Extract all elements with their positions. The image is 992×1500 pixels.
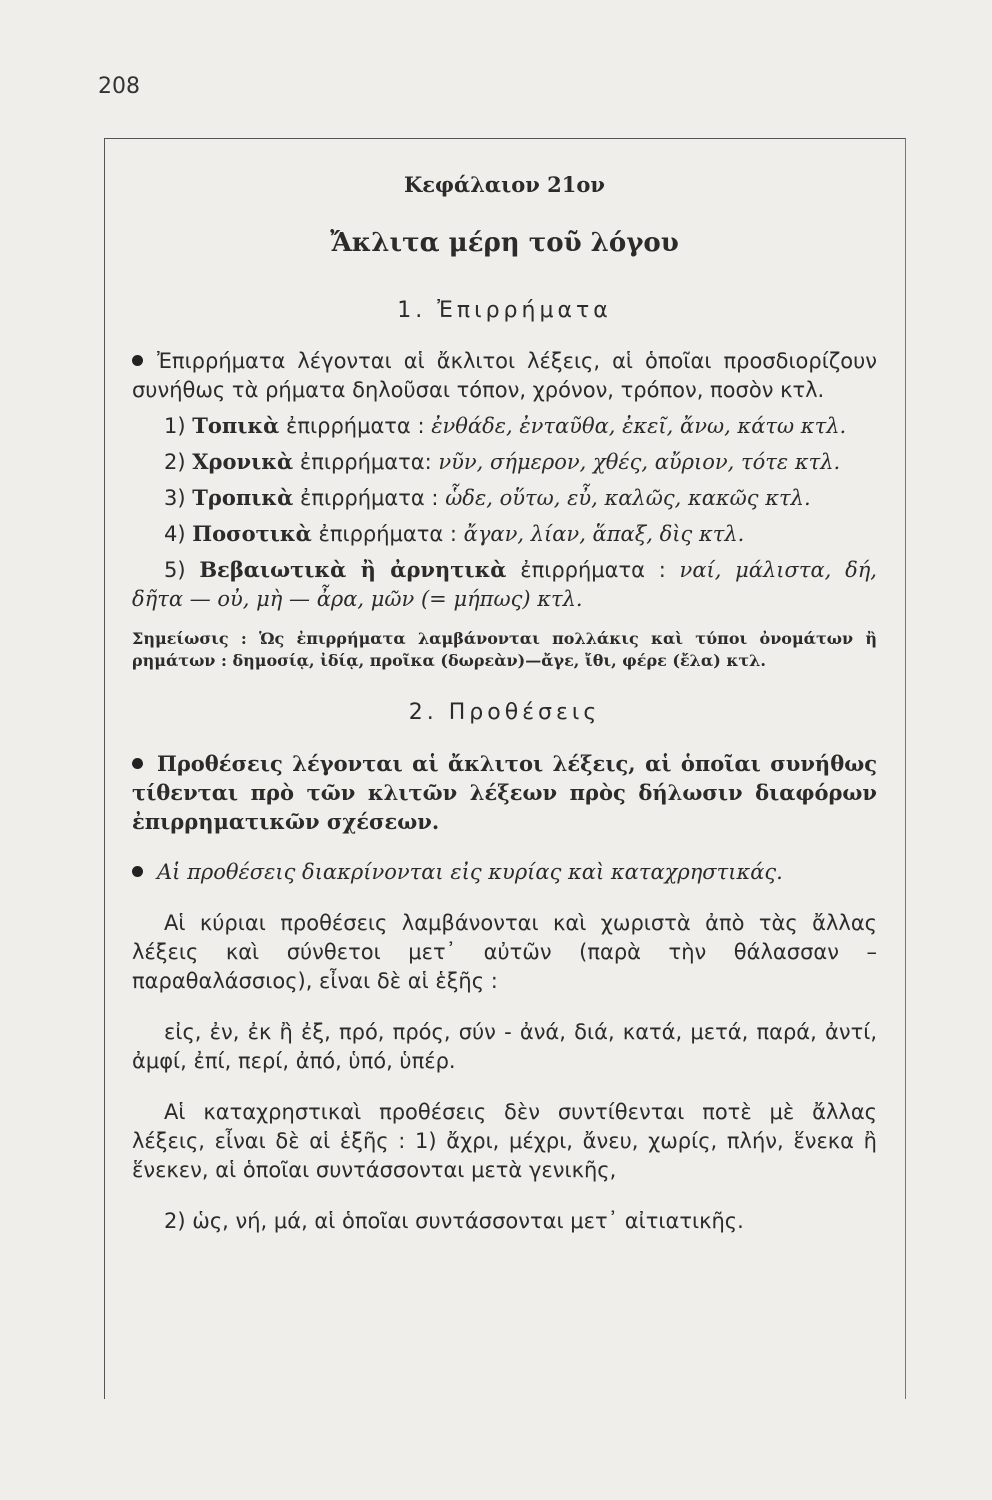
- list-item: 2) Χρονικὰ ἐπιρρήματα: νῦν, σήμερον, χθές, αὔριον, τότε κτλ.: [164, 449, 841, 474]
- section-heading-prepositions: 2. Προθέσεις: [408, 700, 601, 725]
- bullet-icon: [132, 866, 143, 877]
- section-heading-adverbs: 1. Ἐπιρρήματα: [397, 298, 612, 323]
- list-item: 3) Τροπικὰ ἐπιρρήματα : ὧδε, οὕτω, εὖ, καλῶς, κακῶς κτλ.: [164, 485, 811, 510]
- page-number: 208: [98, 74, 140, 99]
- bullet-icon: [132, 355, 143, 366]
- adverbs-note: Σημείωσις : Ὡς ἐπιρρήματα λαμβάνονται πολλάκις καὶ τύποι ὀνομάτων ἢ ρημάτων : δημοσίᾳ, ἰδίᾳ, προῖκα (δωρεὰν)—ἄγε, ἴθι, φέρε (ἔλα) κτλ.: [132, 629, 877, 670]
- list-item: 5) Βεβαιωτικὰ ἢ ἀρνητικὰ ἐπιρρήματα : ναί, μάλιστα, δή, δῆτα — οὐ, μὴ — ἆρα, μῶν (= μήπως) κτλ.: [132, 557, 877, 611]
- adverbs-definition: Ἐπιρρήματα λέγονται αἱ ἄκλιτοι λέξεις, αἱ ὁποῖαι προσδιορίζουν συνήθως τὰ ρήματα δηλοῦσαι τόπον, χρόνον, τρόπον, ποσὸν κτλ.: [132, 349, 877, 402]
- prepositions-definition: Προθέσεις λέγονται αἱ ἄκλιτοι λέξεις, αἱ ὁποῖαι συνήθως τίθενται πρὸ τῶν κλιτῶν λέξεων πρὸς δήλωσιν διαφόρων ἐπιρρηματικῶν σχέσεων.: [132, 751, 877, 834]
- proper-prepositions-text: Αἱ κύριαι προθέσεις λαμβάνονται καὶ χωριστὰ ἀπὸ τὰς ἄλλας λέξεις καὶ σύνθετοι μετ᾽ αὐτῶν (παρὰ τὴν θάλασσαν – παραθαλάσσιος), εἶναι δὲ αἱ ἑξῆς :: [132, 911, 877, 993]
- prepositions-division: Αἱ προθέσεις διακρίνονται εἰς κυρίας καὶ καταχρηστικάς.: [132, 858, 877, 887]
- proper-prepositions-list: εἰς, ἐν, ἐκ ἢ ἐξ, πρό, πρός, σύν - ἀνά, διά, κατά, μετά, παρά, ἀντί, ἀμφί, ἐπί, περί, ἀπό, ὑπό, ὑπέρ.: [132, 1020, 877, 1073]
- improper-prepositions-text: Αἱ καταχρηστικαὶ προθέσεις δὲν συντίθενται ποτὲ μὲ ἄλλας λέξεις, εἶναι δὲ αἱ ἑξῆς : 1) ἄχρι, μέχρι, ἄνευ, χωρίς, πλήν, ἕνεκα ἢ ἕνεκεν, αἱ ὁποῖαι συντάσσονται μετὰ γενικῆς,: [132, 1100, 877, 1182]
- improper-prepositions-text-2: 2) ὡς, νή, μά, αἱ ὁποῖαι συντάσσονται μετ᾽ αἰτιατικῆς.: [164, 1209, 744, 1233]
- page-content: [132, 170, 877, 1236]
- chapter-heading: Κεφάλαιον 21ον: [404, 172, 605, 197]
- bullet-icon: [132, 758, 143, 769]
- list-item: 1) Τοπικὰ ἐπιρρήματα : ἐνθάδε, ἐνταῦθα, ἐκεῖ, ἄνω, κάτω κτλ.: [164, 413, 847, 438]
- page-title: Ἄκλιτα μέρη τοῦ λόγου: [330, 228, 679, 258]
- list-item: 4) Ποσοτικὰ ἐπιρρήματα : ἄγαν, λίαν, ἅπαξ, δὶς κτλ.: [164, 521, 745, 546]
